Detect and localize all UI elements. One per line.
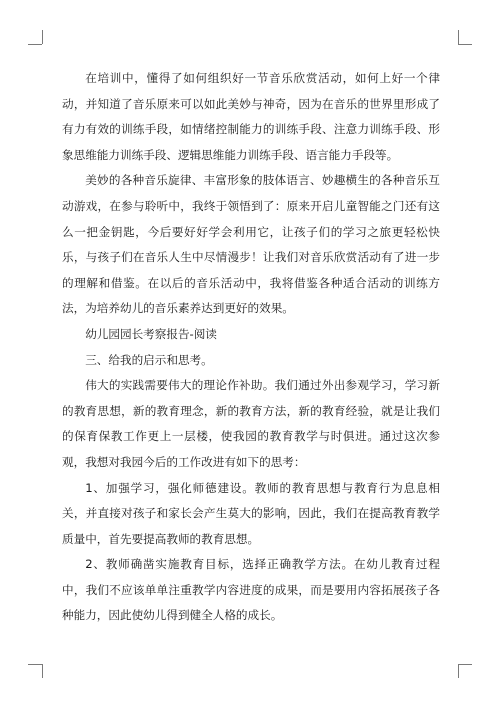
document-body — [62, 66, 440, 629]
paragraph-point-2-teaching-goals: 2、教师确凿实施教育目标，选择正确教学方法。在幼儿教育过程中，我们不应该单单注重教学内容进度的成果，而是要用内容拓展孩子各种能力，因此使幼儿得到健全人格的成长。 — [62, 557, 440, 623]
paragraph-point-1-learning: 1、加强学习，强化师德建设。教师的教育思想与教育行为息息相关，并直接对孩子和家长会产生莫大的影响，因此，我们在提高教育教学质量中，首先要提高教师的教育思想。 — [62, 480, 440, 546]
paragraph-training-reflection: 在培训中，懂得了如何组织好一节音乐欣赏活动，如何上好一个律动，并知道了音乐原来可以如此美妙与神奇，因为在音乐的世界里形成了有力有效的训练手段，如情绪控制能力的训练手段、注意力训练手段、形象思维能力训练手段、逻辑思维能力训练手段、语言能力手段等。 — [62, 71, 440, 162]
paragraph-practice-theory: 伟大的实践需要伟大的理论作补助。我们通过外出参观学习，学习新的教育思想，新的教育理念，新的教育方法，新的教育经验，就是让我们的保育保教工作更上一层楼，使我园的教育教学与时俱进。通过这次参观，我想对我园今后的工作改进有如下的思考： — [62, 378, 440, 469]
section-heading-report-title: 幼儿园园长考察报告-阅读 — [85, 326, 217, 341]
paragraph-music-insights: 美妙的各种音乐旋律、丰富形象的肢体语言、妙趣横生的各种音乐互动游戏，在参与聆听中，我终于领悟到了：原来开启儿童智能之门还有这么一把金钥匙，今后要好好学会利用它，让孩子们的学习之旅更轻松快乐，与孩子们在音乐人生中尽情漫步！让我们对音乐欣赏活动有了进一步的理解和借鉴。在以后的音乐活动中，我将借鉴各种适合活动的训练方法，为培养幼儿的音乐素养达到更好的效果。 — [62, 173, 440, 316]
section-heading-inspiration: 三、给我的启示和思考。 — [85, 352, 213, 367]
